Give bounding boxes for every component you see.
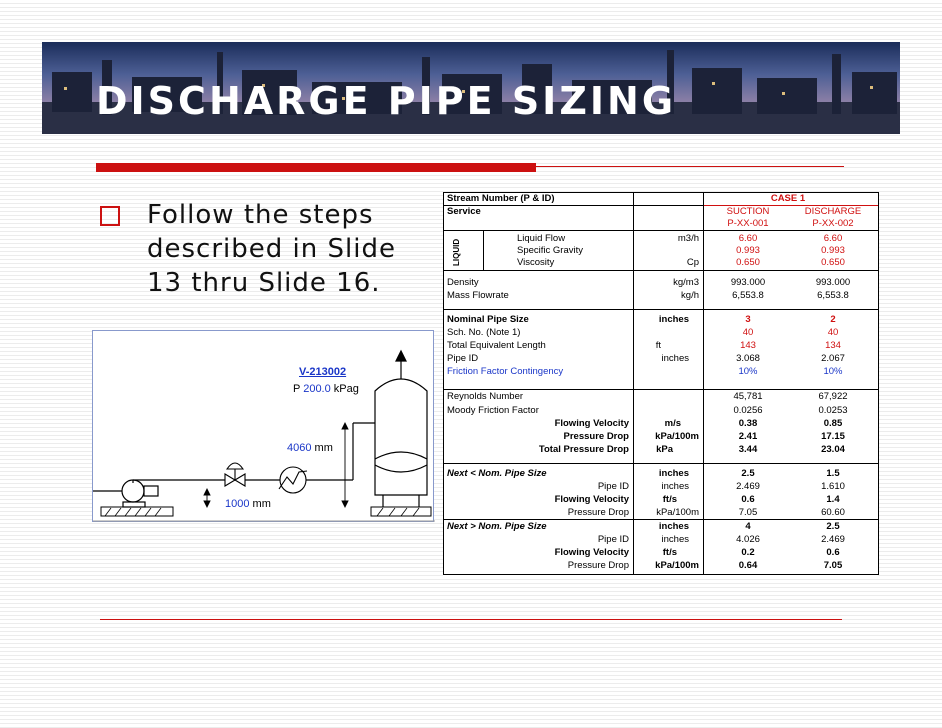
suction-tag: P-XX-001 [727, 218, 769, 229]
service-label: Service [447, 206, 481, 217]
pressure-label [293, 384, 359, 395]
next-higher-unit: inches [658, 521, 689, 532]
equiv-length-label: Total Equivalent Length [447, 340, 546, 351]
schedule-suction: 40 [742, 327, 754, 338]
vessel-tag: V-213002 [299, 366, 347, 378]
next-lower-pipe-id-label: Pipe ID [597, 481, 629, 492]
mass-flow-discharge: 6,553.8 [817, 290, 849, 301]
flowing-velocity-label: Flowing Velocity [554, 418, 629, 429]
footer-line [100, 619, 842, 620]
equiv-length-unit: ft [655, 340, 661, 351]
flowing-velocity-unit: m/s [664, 418, 681, 429]
vessel-icon [375, 351, 427, 507]
next-lower-discharge: 1.5 [826, 468, 840, 479]
viscosity-unit: Cp [686, 257, 699, 268]
liquid-flow-discharge: 6.60 [823, 233, 843, 244]
nominal-size-unit: inches [658, 314, 689, 325]
elevation-unit: mm [252, 498, 271, 510]
specific-gravity-discharge: 0.993 [821, 245, 845, 256]
liquid-flow-label: Liquid Flow [517, 233, 566, 244]
next-lower-label: Next < Nom. Pipe Size [447, 468, 547, 479]
flowing-velocity-discharge: 0.85 [823, 418, 843, 429]
density-unit: kg/m3 [673, 277, 699, 288]
liquid-flow-unit: m3/h [677, 233, 699, 244]
nominal-size-label: Nominal Pipe Size [447, 314, 529, 325]
height-value: 4060 [287, 442, 312, 454]
density-label: Density [447, 277, 479, 288]
next-higher-pipe-id-label: Pipe ID [597, 534, 629, 545]
specific-gravity-suction: 0.993 [736, 245, 760, 256]
mass-flow-label: Mass Flowrate [447, 290, 509, 301]
mass-flow-suction: 6,553.8 [732, 290, 764, 301]
pressure-prefix: P [293, 383, 301, 395]
pipe-id-unit: inches [661, 353, 689, 364]
next-higher-pressure-drop-label: Pressure Drop [567, 560, 629, 571]
moody-label: Moody Friction Factor [447, 405, 539, 416]
pressure-unit: kPag [333, 383, 359, 395]
height-unit: mm [314, 442, 333, 454]
next-lower-pipe-id-suction: 2.469 [736, 481, 760, 492]
equiv-length-discharge: 134 [825, 340, 841, 351]
next-lower-pressure-drop-label: Pressure Drop [567, 507, 629, 518]
next-lower-pressure-drop-unit: kPa/100m [656, 507, 699, 518]
pipe-id-label: Pipe ID [447, 353, 479, 364]
height-dimension-label [287, 443, 333, 454]
next-lower-unit: inches [658, 468, 689, 479]
viscosity-discharge: 0.650 [821, 257, 845, 268]
moody-discharge: 0.0253 [818, 405, 848, 416]
nominal-size-suction: 3 [745, 314, 751, 325]
slide-title: DISCHARGE PIPE SIZING [96, 79, 677, 123]
total-pressure-drop-discharge: 23.04 [821, 444, 845, 455]
total-pressure-drop-unit: kPa [656, 444, 673, 455]
pressure-drop-suction: 2.41 [738, 431, 758, 442]
density-suction: 993.000 [730, 277, 766, 288]
next-higher-velocity-suction: 0.2 [741, 547, 755, 558]
reynolds-suction: 45,781 [733, 391, 763, 402]
next-lower-velocity-unit: ft/s [662, 494, 677, 505]
friction-contingency-label: Friction Factor Contingency [447, 366, 564, 377]
pressure-value: 200.0 [303, 383, 331, 395]
pressure-drop-unit: kPa/100m [655, 431, 699, 442]
next-lower-velocity-suction: 0.6 [741, 494, 755, 505]
title-underline-thin [536, 166, 844, 167]
next-lower-pressure-drop-discharge: 60.60 [821, 507, 845, 518]
bullet-square-icon [100, 206, 120, 226]
stream-number-label: Stream Number (P & ID) [447, 193, 555, 204]
total-pressure-drop-label: Total Pressure Drop [538, 444, 629, 455]
next-lower-pipe-id-discharge: 1.610 [821, 481, 845, 492]
moody-suction: 0.0256 [733, 405, 763, 416]
pipe-id-suction: 3.068 [736, 353, 760, 364]
case-label: CASE 1 [770, 193, 806, 204]
density-discharge: 993.000 [815, 277, 851, 288]
friction-contingency-discharge: 10% [823, 366, 843, 377]
next-higher-discharge: 2.5 [826, 521, 840, 532]
pressure-drop-label: Pressure Drop [563, 431, 629, 442]
elevation-value: 1000 [225, 498, 250, 510]
pipe-id-discharge: 2.067 [821, 353, 845, 364]
next-higher-pressure-drop-unit: kPa/100m [655, 560, 699, 571]
total-pressure-drop-suction: 3.44 [738, 444, 758, 455]
next-higher-pressure-drop-suction: 0.64 [738, 560, 758, 571]
next-lower-pressure-drop-suction: 7.05 [738, 507, 758, 518]
next-higher-pipe-id-discharge: 2.469 [821, 534, 845, 545]
liquid-label: LIQUID [452, 238, 461, 266]
viscosity-suction: 0.650 [736, 257, 760, 268]
mass-flow-unit: kg/h [681, 290, 699, 301]
next-higher-velocity-label: Flowing Velocity [554, 547, 629, 558]
next-higher-velocity-unit: ft/s [662, 547, 677, 558]
heat-exchanger-icon [279, 467, 307, 493]
viscosity-label: Viscosity [517, 257, 555, 268]
equiv-length-suction: 143 [740, 340, 756, 351]
flowing-velocity-suction: 0.38 [738, 418, 758, 429]
next-higher-suction: 4 [745, 521, 751, 532]
pump-icon [122, 480, 158, 507]
elevation-dimension-label [225, 499, 271, 510]
next-lower-velocity-label: Flowing Velocity [554, 494, 629, 505]
control-valve-icon [225, 463, 245, 486]
next-higher-pressure-drop-discharge: 7.05 [823, 560, 843, 571]
pipe-sizing-table [443, 192, 878, 576]
discharge-tag: P-XX-002 [812, 218, 854, 229]
pressure-drop-discharge: 17.15 [821, 431, 845, 442]
next-higher-label: Next > Nom. Pipe Size [447, 521, 547, 532]
reynolds-label: Reynolds Number [447, 391, 524, 402]
next-lower-suction: 2.5 [741, 468, 755, 479]
specific-gravity-label: Specific Gravity [517, 245, 583, 256]
next-lower-velocity-discharge: 1.4 [826, 494, 840, 505]
friction-contingency-suction: 10% [738, 366, 758, 377]
bullet-text: Follow the steps described in Slide 13 thru Slide 16. [147, 200, 396, 298]
nominal-size-discharge: 2 [830, 314, 836, 325]
next-lower-pipe-id-unit: inches [661, 481, 689, 492]
suction-header: SUCTION [726, 206, 770, 217]
next-higher-pipe-id-suction: 4.026 [736, 534, 760, 545]
liquid-flow-suction: 6.60 [738, 233, 758, 244]
title-underline-bar [96, 163, 536, 172]
schedule-discharge: 40 [827, 327, 839, 338]
discharge-header: DISCHARGE [804, 206, 862, 217]
next-higher-velocity-discharge: 0.6 [826, 547, 840, 558]
reynolds-discharge: 67,922 [818, 391, 848, 402]
process-diagram [92, 330, 434, 522]
schedule-label: Sch. No. (Note 1) [447, 327, 521, 338]
next-higher-pipe-id-unit: inches [661, 534, 689, 545]
